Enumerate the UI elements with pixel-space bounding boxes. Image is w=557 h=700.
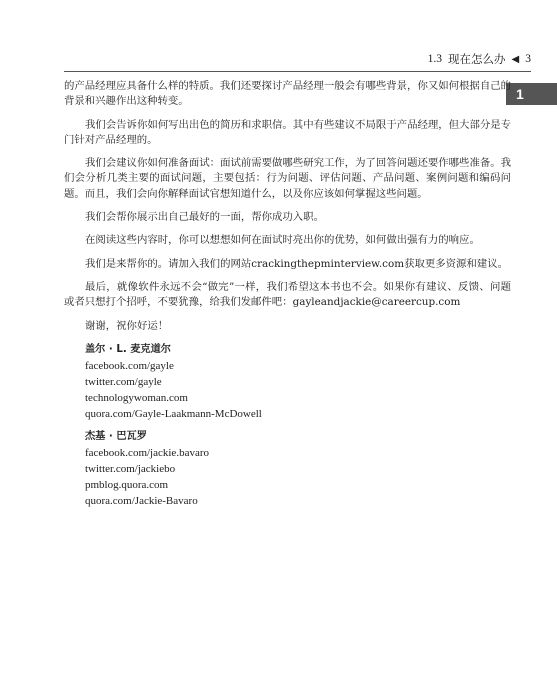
header-rule [64, 71, 531, 72]
paragraph: 我们会告诉你如何写出出色的简历和求职信。其中有些建议不局限于产品经理，但大部分是专门针对产品经理的。 [64, 118, 512, 146]
contact-link: quora.com/Jackie-Bavaro [85, 494, 198, 507]
page-number: 3 [525, 53, 531, 65]
running-header [428, 51, 531, 67]
chapter-tab: 1 [506, 83, 557, 105]
paragraph: 的产品经理应具备什么样的特质。我们还要探讨产品经理一般会有哪些背景，你又如何根据自己的背景和兴趣作出这种转变。 [64, 80, 511, 108]
signature-block [85, 342, 511, 422]
paragraph: 我们是来帮你的。请加入我们的网站crackingthepminterview.com获取更多资源和建议。 [85, 257, 508, 270]
contact-link: technologywoman.com [85, 391, 188, 404]
contact-link: facebook.com/jackie.bavaro [85, 446, 209, 459]
signature-block [85, 429, 511, 509]
page-body [64, 79, 511, 509]
paragraph: 我们会帮你展示出自己最好的一面，帮你成功入职。 [85, 211, 324, 224]
paragraph: 在阅读这些内容时，你可以想想如何在面试时亮出你的优势，如何做出强有力的响应。 [85, 234, 480, 247]
contact-link: twitter.com/jackiebo [85, 462, 176, 475]
contact-link: facebook.com/gayle [85, 359, 174, 372]
paragraph: 最后，就像软件永远不会“做完”一样，我们希望这本书也不会。如果你有建议、反馈、问题或者只想打个招呼，不要犹豫，给我们发邮件吧：gayleandjackie@careercup.com [64, 280, 511, 309]
author-name: 盖尔 · L. 麦克道尔 [85, 343, 171, 355]
section-title: 现在怎么办 [448, 52, 506, 66]
paragraph: 我们会建议你如何准备面试：面试前需要做哪些研究工作，为了回答问题还要作哪些准备。我们会分析几类主要的面试问题，主要包括：行为问题、评估问题、产品问题、案例问题和编码问题。而且，我们会向你解释面试官想知道什么，以及你应该如何掌握这些问题。 [64, 157, 512, 200]
contact-link: pmblog.quora.com [85, 478, 169, 491]
arrow-left-icon: ◀ [511, 53, 520, 65]
section-number: 1.3 [427, 53, 443, 65]
author-name: 杰基 · 巴瓦罗 [85, 430, 147, 442]
closing-line: 谢谢，祝你好运！ [85, 319, 169, 332]
contact-link: twitter.com/gayle [85, 375, 162, 388]
contact-link: quora.com/Gayle-Laakmann-McDowell [85, 407, 262, 420]
